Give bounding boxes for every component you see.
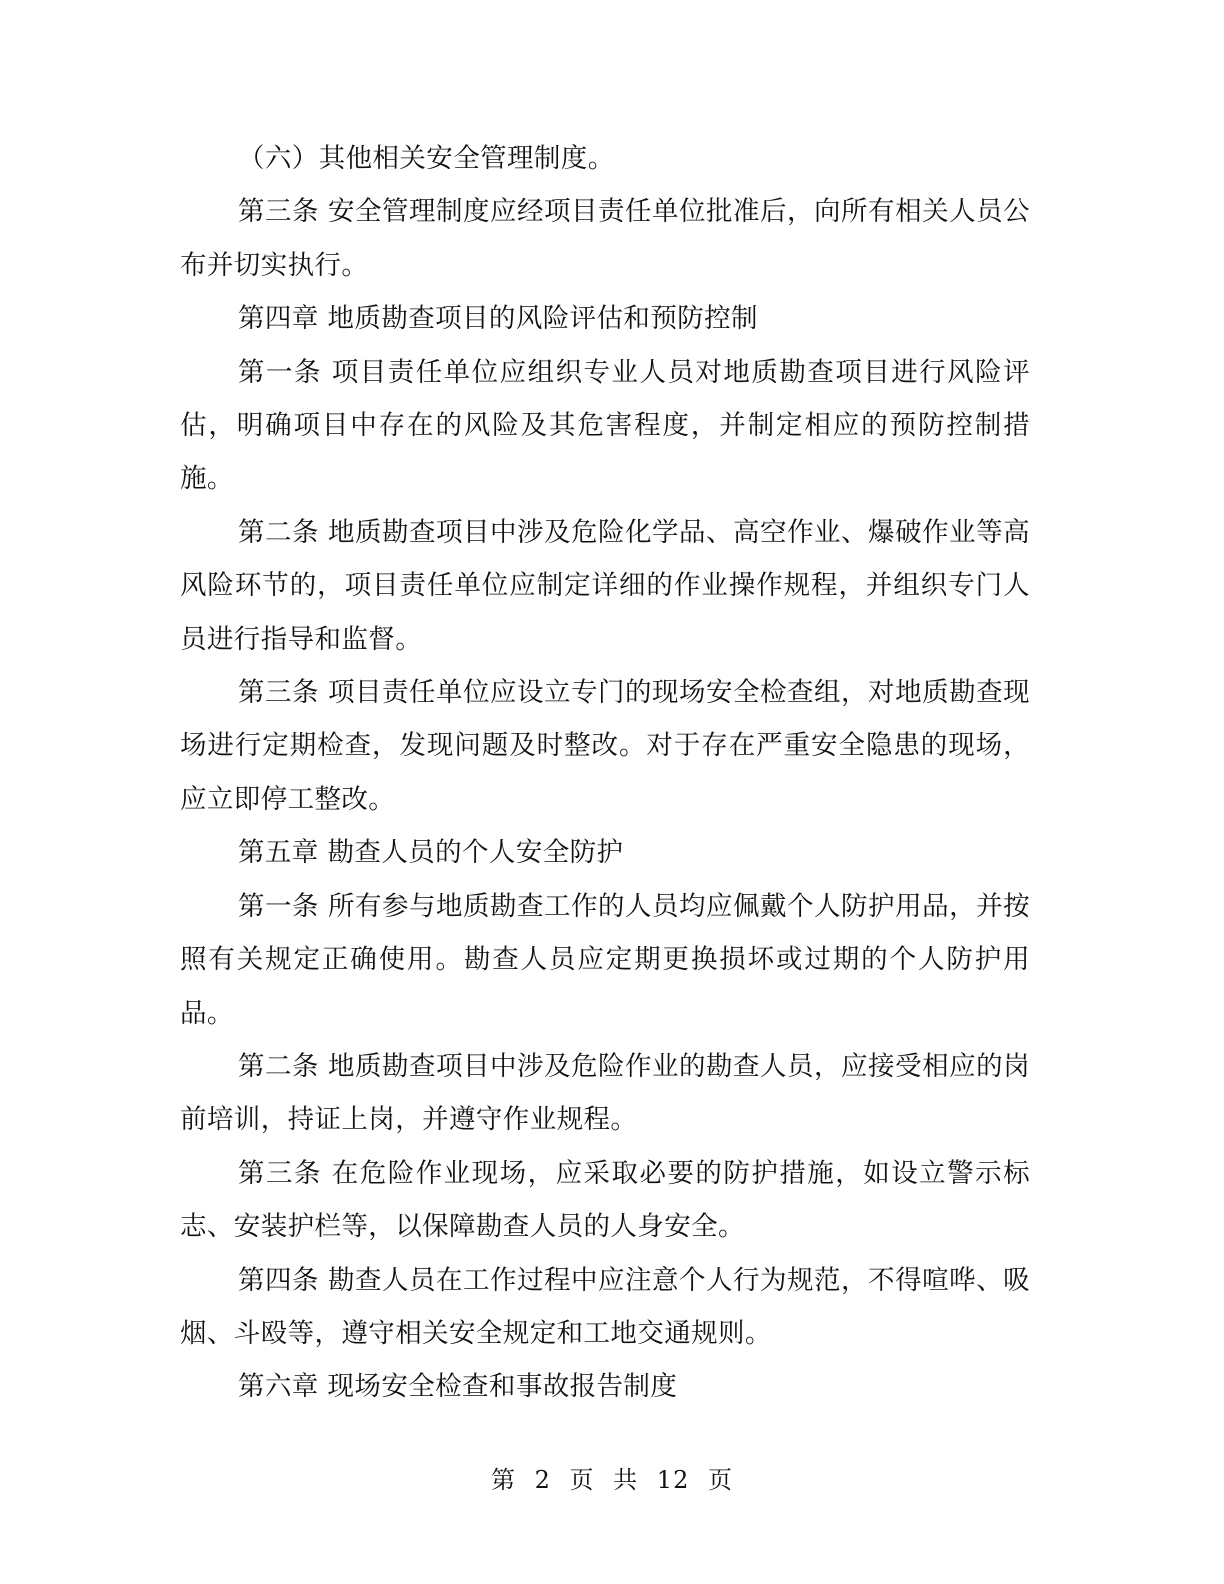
paragraph-ch4-article-2: 第二条 地质勘查项目中涉及危险化学品、高空作业、爆破作业等高风险环节的，项目责任单位应制定详细的作业操作规程，并组织专门人员进行指导和监督。 <box>180 516 1030 655</box>
chapter-6-heading: 第六章 现场安全检查和事故报告制度 <box>238 1371 678 1403</box>
paragraph-ch4-article-3: 第三条 项目责任单位应设立专门的现场安全检查组，对地质勘查现场进行定期检查，发现问题及时整改。对于存在严重安全隐患的现场，应立即停工整改。 <box>180 677 1030 815</box>
document-body <box>180 132 1030 1414</box>
page-number-footer: 第 2 页 共 12 页 <box>491 1466 733 1494</box>
paragraph-article-3-publication: 第三条 安全管理制度应经项目责任单位批准后，向所有相关人员公布并切实执行。 <box>180 196 1030 281</box>
chapter-5-heading: 第五章 勘查人员的个人安全防护 <box>238 837 624 869</box>
chapter-4-heading: 第四章 地质勘查项目的风险评估和预防控制 <box>238 303 758 335</box>
paragraph-ch5-article-1: 第一条 所有参与地质勘查工作的人员均应佩戴个人防护用品，并按照有关规定正确使用。勘查人员应定期更换损坏或过期的个人防护用品。 <box>180 890 1030 1029</box>
paragraph-ch5-article-3: 第三条 在危险作业现场，应采取必要的防护措施，如设立警示标志、安装护栏等，以保障勘查人员的人身安全。 <box>180 1157 1030 1243</box>
paragraph-item-6-other-systems: （六）其他相关安全管理制度。 <box>238 143 615 174</box>
paragraph-ch4-article-1: 第一条 项目责任单位应组织专业人员对地质勘查项目进行风险评估，明确项目中存在的风险及其危害程度，并制定相应的预防控制措施。 <box>180 356 1030 495</box>
paragraph-ch5-article-4: 第四条 勘查人员在工作过程中应注意个人行为规范，不得喧哗、吸烟、斗殴等，遵守相关安全规定和工地交通规则。 <box>180 1264 1030 1349</box>
paragraph-ch5-article-2: 第二条 地质勘查项目中涉及危险作业的勘查人员，应接受相应的岗前培训，持证上岗，并遵守作业规程。 <box>180 1050 1030 1136</box>
